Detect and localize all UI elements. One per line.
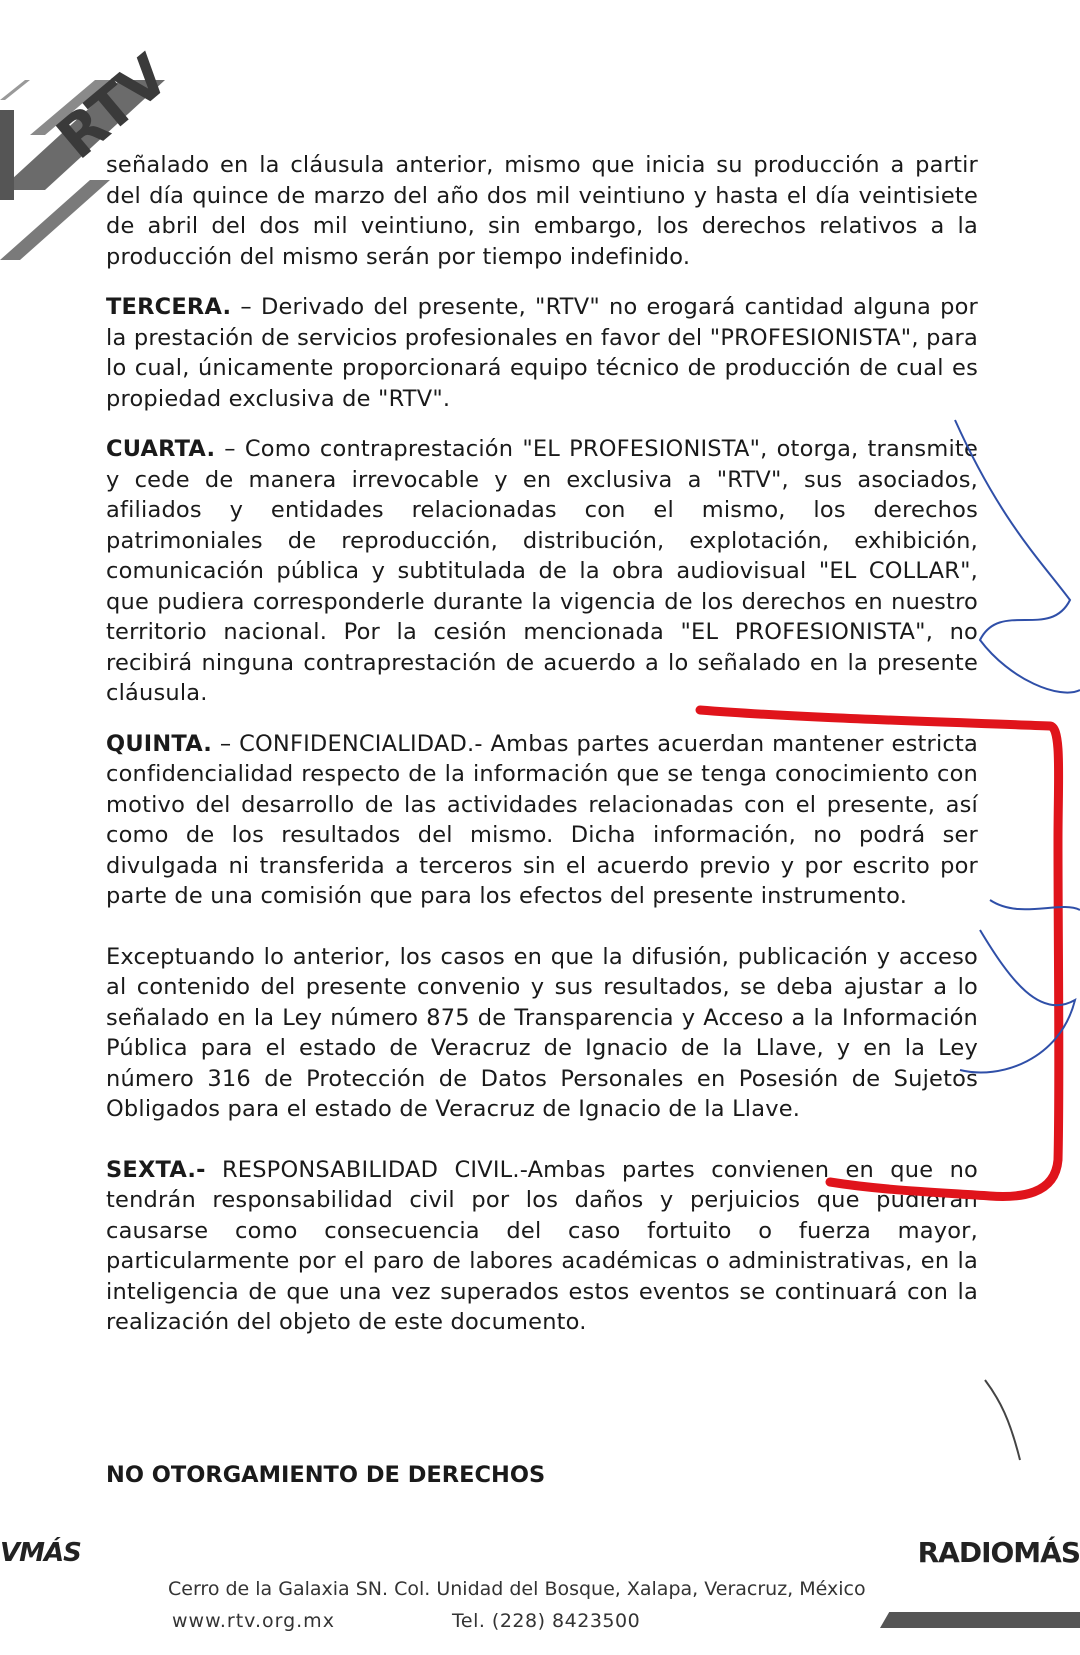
paragraph-exceptuando: Exceptuando lo anterior, los casos en que la difusión, publicación y acceso al contenido del presente convenio y sus resultados, se deba ajustar a lo señalado en la Ley número 875 de Transparencia y Acceso a la Información Pública para el estado de Veracruz de Ignacio de la Llave, y en la Ley número 316 de Protección de Datos Personales en Posesión de Sujetos Obligados para el estado de Veracruz de Ignacio de la Llave. [106,943,978,1122]
paragraph-cuarta: CUARTA. – Como contraprestación "EL PROFESIONISTA", otorga, transmite y cede de manera irrevocable y en exclusiva a "RTV", sus asociados, afiliados y entidades relacionadas con el mismo, los derechos patrimoniales de reproducción, distribución, explotación, exhibición, comunicación pública y subtitulada de la obra audiovisual "EL COLLAR", que pudiera corresponderle durante la vigencia de los derechos en nuestro territorio nacional. Por la cesión mencionada "EL PROFESIONISTA", no recibirá ninguna contraprestación de acuerdo a lo señalado en la presente cláusula. [106,436,978,706]
section-title: NO OTORGAMIENTO DE DERECHOS [106,1462,546,1488]
signature-middle [960,900,1080,1072]
paragraph-sexta: SEXTA.- RESPONSABILIDAD CIVIL.-Ambas partes convienen en que no tendrán responsabilidad civil por los daños y perjuicios que pudieran causarse como consecuencia del caso fortuito o fuerza mayor, particularmente por el paro de labores académicas o administrativas, en la inteligencia de que una vez superados estos eventos se continuará con la realización del objeto de este documento. [106,1156,978,1335]
paragraph-1: señalado en la cláusula anterior, mismo que inicia su producción a partir del día quince de marzo del año dos mil veintiuno y hasta el día veintisiete de abril del dos mil veintiuno, sin embargo, los derechos relativos a la producción del mismo serán por tiempo indefinido. [106,152,978,270]
paragraph-tercera: TERCERA. – Derivado del presente, "RTV" no erogará cantidad alguna por la prestación de servicios profesionales en favor del "PROFESIONISTA", para lo cual, únicamente proporcionará equipo técnico de producción de cual es propiedad exclusiva de "RTV". [106,294,978,412]
paragraph-quinta: QUINTA. – CONFIDENCIALIDAD.- Ambas partes acuerdan mantener estricta confidencialidad respecto de la información que se tenga conocimiento con motivo del desarrollo de las actividades relacionadas con el presente, así como de los resultados del mismo. Dicha información, no podrá ser divulgada ni transferida a terceros sin el acuerdo previo y por escrito por parte de una comisión que para los efectos del presente instrumento. [106,730,978,909]
footer-stripe [880,1612,1080,1628]
radiomas-logo: RADIOMÁS [917,1536,1080,1569]
contract-body [106,150,978,1358]
vmas-logo: VMÁS [0,1538,81,1568]
footer-phone: Tel. (228) 8423500 [452,1610,641,1632]
rtv-logo-text: RTV [44,42,181,173]
signature-bottom [985,1380,1020,1460]
footer-address: Cerro de la Galaxia SN. Col. Unidad del Bosque, Xalapa, Veracruz, México [168,1578,866,1600]
footer-website: www.rtv.org.mx [172,1610,335,1632]
